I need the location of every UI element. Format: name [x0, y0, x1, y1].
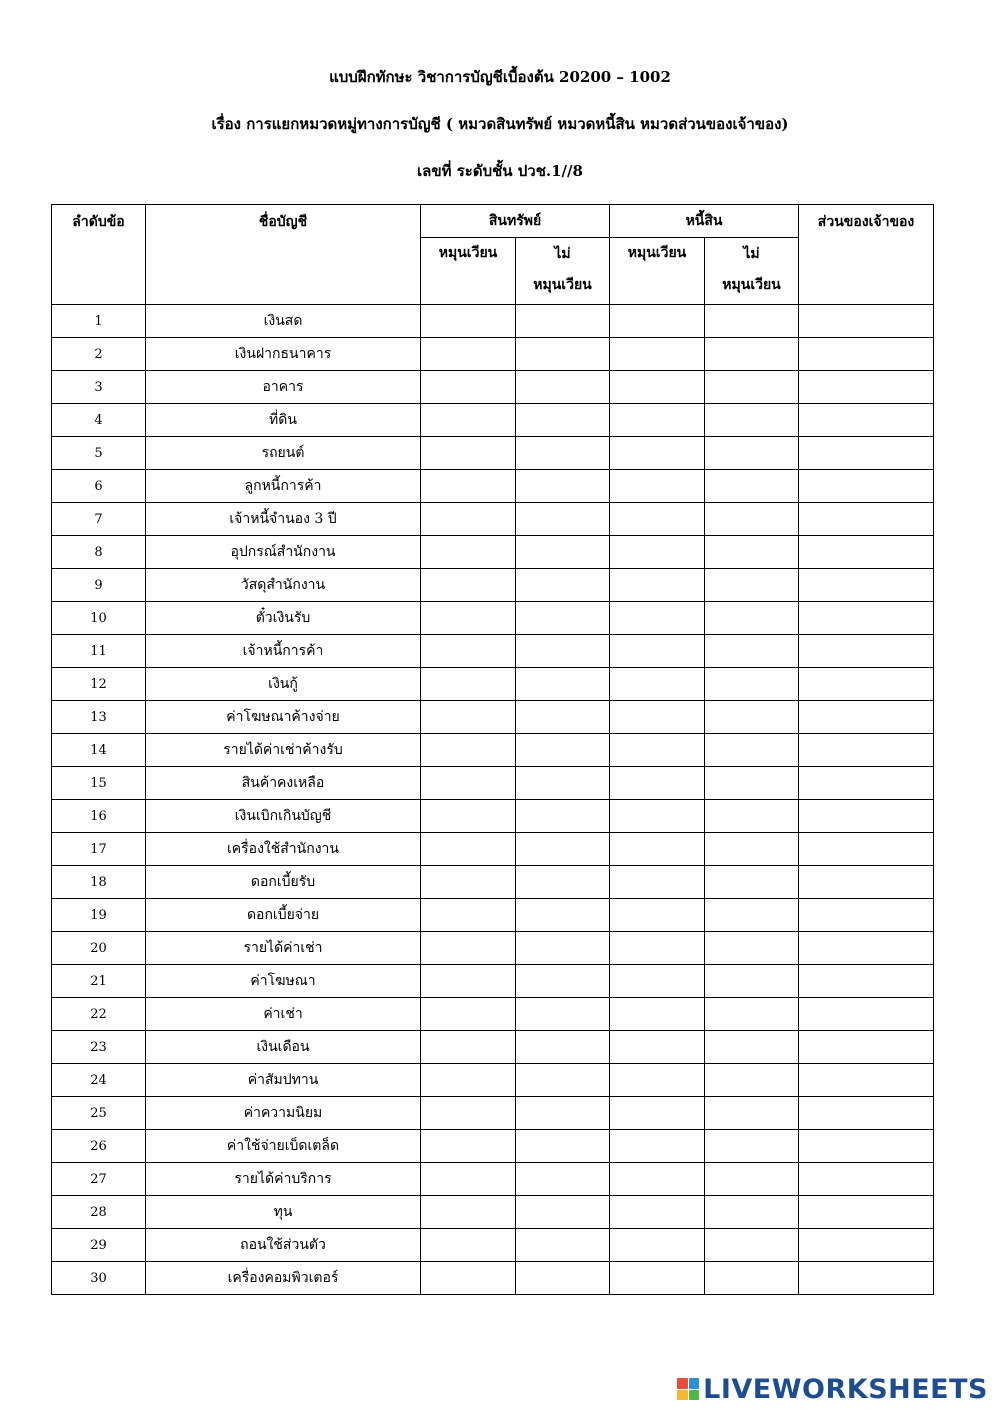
account-name: ดอกเบี้ยจ่าย	[146, 899, 421, 932]
liabilities-noncurrent-cell[interactable]	[705, 767, 799, 800]
assets-current-cell[interactable]	[421, 668, 516, 701]
header-liabilities-noncurrent: ไม่ หมุนเวียน	[705, 238, 799, 305]
item-number: 25	[52, 1097, 146, 1130]
assets-current-cell[interactable]	[421, 1163, 516, 1196]
liabilities-noncurrent-cell[interactable]	[705, 602, 799, 635]
assets-current-cell[interactable]	[421, 932, 516, 965]
owners-equity-cell[interactable]	[799, 932, 934, 965]
account-name: รถยนต์	[146, 437, 421, 470]
account-name: เงินเดือน	[146, 1031, 421, 1064]
assets-noncurrent-cell[interactable]	[516, 701, 610, 734]
table-row	[52, 470, 934, 503]
account-name: เครื่องคอมพิวเตอร์	[146, 1262, 421, 1295]
liabilities-current-cell[interactable]	[610, 932, 705, 965]
table-row	[52, 1163, 934, 1196]
table-row	[52, 602, 934, 635]
liabilities-current-cell[interactable]	[610, 734, 705, 767]
liabilities-current-cell[interactable]	[610, 371, 705, 404]
liabilities-noncurrent-cell[interactable]	[705, 800, 799, 833]
assets-noncurrent-cell[interactable]	[516, 932, 610, 965]
assets-noncurrent-cell[interactable]	[516, 998, 610, 1031]
account-name: เจ้าหนี้การค้า	[146, 635, 421, 668]
item-number: 11	[52, 635, 146, 668]
liabilities-current-cell[interactable]	[610, 767, 705, 800]
account-name: เงินสด	[146, 305, 421, 338]
account-name: ค่าเช่า	[146, 998, 421, 1031]
owners-equity-cell[interactable]	[799, 1130, 934, 1163]
account-name: รายได้ค่าเช่าค้างรับ	[146, 734, 421, 767]
account-name: เจ้าหนี้จำนอง 3 ปี	[146, 503, 421, 536]
liabilities-current-cell[interactable]	[610, 1097, 705, 1130]
liabilities-noncurrent-cell[interactable]	[705, 1262, 799, 1295]
account-name: อาคาร	[146, 371, 421, 404]
account-name: ค่าความนิยม	[146, 1097, 421, 1130]
liabilities-current-cell[interactable]	[610, 602, 705, 635]
assets-current-cell[interactable]	[421, 866, 516, 899]
assets-noncurrent-cell[interactable]	[516, 800, 610, 833]
account-name: อุปกรณ์สำนักงาน	[146, 536, 421, 569]
owners-equity-cell[interactable]	[799, 701, 934, 734]
item-number: 7	[52, 503, 146, 536]
owners-equity-cell[interactable]	[799, 338, 934, 371]
liabilities-noncurrent-cell[interactable]	[705, 1163, 799, 1196]
item-number: 3	[52, 371, 146, 404]
assets-noncurrent-cell[interactable]	[516, 569, 610, 602]
owners-equity-cell[interactable]	[799, 1196, 934, 1229]
liabilities-noncurrent-cell[interactable]	[705, 899, 799, 932]
liabilities-current-cell[interactable]	[610, 1163, 705, 1196]
worksheet-topic: เรื่อง การแยกหมวดหมู่ทางการบัญชี ( หมวดสินทรัพย์ หมวดหนี้สิน หมวดส่วนของเจ้าของ)	[211, 115, 789, 133]
liabilities-current-cell[interactable]	[610, 701, 705, 734]
liabilities-noncurrent-cell[interactable]	[705, 668, 799, 701]
assets-current-cell[interactable]	[421, 965, 516, 998]
assets-current-cell[interactable]	[421, 1196, 516, 1229]
worksheet-title: แบบฝึกทักษะ วิชาการบัญชีเบื้องต้น 20200 – 1002	[329, 68, 671, 86]
table-row	[52, 404, 934, 437]
account-name: ตั๋วเงินรับ	[146, 602, 421, 635]
liabilities-noncurrent-cell[interactable]	[705, 503, 799, 536]
liabilities-noncurrent-cell[interactable]	[705, 965, 799, 998]
assets-noncurrent-cell[interactable]	[516, 602, 610, 635]
liabilities-current-cell[interactable]	[610, 998, 705, 1031]
table-row	[52, 1262, 934, 1295]
table-row	[52, 767, 934, 800]
liabilities-current-cell[interactable]	[610, 899, 705, 932]
table-row	[52, 635, 934, 668]
assets-noncurrent-cell[interactable]	[516, 635, 610, 668]
liabilities-current-cell[interactable]	[610, 569, 705, 602]
assets-current-cell[interactable]	[421, 1031, 516, 1064]
liabilities-noncurrent-cell[interactable]	[705, 1130, 799, 1163]
owners-equity-cell[interactable]	[799, 305, 934, 338]
owners-equity-cell[interactable]	[799, 371, 934, 404]
liabilities-noncurrent-cell[interactable]	[705, 305, 799, 338]
account-name: เงินกู้	[146, 668, 421, 701]
liabilities-noncurrent-cell[interactable]	[705, 833, 799, 866]
liabilities-noncurrent-cell[interactable]	[705, 1229, 799, 1262]
assets-current-cell[interactable]	[421, 503, 516, 536]
assets-noncurrent-cell[interactable]	[516, 338, 610, 371]
assets-current-cell[interactable]	[421, 734, 516, 767]
assets-noncurrent-cell[interactable]	[516, 371, 610, 404]
assets-noncurrent-cell[interactable]	[516, 305, 610, 338]
owners-equity-cell[interactable]	[799, 800, 934, 833]
item-number: 8	[52, 536, 146, 569]
assets-noncurrent-cell[interactable]	[516, 833, 610, 866]
liabilities-current-cell[interactable]	[610, 800, 705, 833]
item-number: 9	[52, 569, 146, 602]
account-name: เงินฝากธนาคาร	[146, 338, 421, 371]
item-number: 24	[52, 1064, 146, 1097]
header-account-name: ชื่อบัญชี	[146, 205, 421, 305]
account-name: ถอนใช้ส่วนตัว	[146, 1229, 421, 1262]
account-name: ที่ดิน	[146, 404, 421, 437]
account-name: ดอกเบี้ยรับ	[146, 866, 421, 899]
item-number: 20	[52, 932, 146, 965]
owners-equity-cell[interactable]	[799, 503, 934, 536]
owners-equity-cell[interactable]	[799, 833, 934, 866]
header-owners-equity: ส่วนของเจ้าของ	[799, 205, 934, 305]
owners-equity-cell[interactable]	[799, 536, 934, 569]
owners-equity-cell[interactable]	[799, 1031, 934, 1064]
assets-noncurrent-cell[interactable]	[516, 1031, 610, 1064]
liabilities-current-cell[interactable]	[610, 1229, 705, 1262]
liabilities-current-cell[interactable]	[610, 1196, 705, 1229]
account-name: รายได้ค่าบริการ	[146, 1163, 421, 1196]
owners-equity-cell[interactable]	[799, 437, 934, 470]
assets-current-cell[interactable]	[421, 338, 516, 371]
assets-noncurrent-cell[interactable]	[516, 866, 610, 899]
account-classification-table	[51, 204, 934, 1295]
assets-noncurrent-cell[interactable]	[516, 437, 610, 470]
assets-current-cell[interactable]	[421, 635, 516, 668]
account-name: ทุน	[146, 1196, 421, 1229]
liabilities-noncurrent-cell[interactable]	[705, 866, 799, 899]
account-name: ค่าใช้จ่ายเบ็ดเตล็ด	[146, 1130, 421, 1163]
table-row	[52, 932, 934, 965]
item-number: 10	[52, 602, 146, 635]
liabilities-noncurrent-cell[interactable]	[705, 1064, 799, 1097]
item-number: 26	[52, 1130, 146, 1163]
owners-equity-cell[interactable]	[799, 668, 934, 701]
table-row	[52, 1097, 934, 1130]
item-number: 29	[52, 1229, 146, 1262]
item-number: 19	[52, 899, 146, 932]
table-row	[52, 1031, 934, 1064]
owners-equity-cell[interactable]	[799, 1229, 934, 1262]
liabilities-noncurrent-cell[interactable]	[705, 701, 799, 734]
assets-current-cell[interactable]	[421, 1229, 516, 1262]
table-row	[52, 833, 934, 866]
owners-equity-cell[interactable]	[799, 1262, 934, 1295]
item-number: 4	[52, 404, 146, 437]
assets-noncurrent-cell[interactable]	[516, 1262, 610, 1295]
liabilities-noncurrent-cell[interactable]	[705, 470, 799, 503]
assets-noncurrent-cell[interactable]	[516, 734, 610, 767]
assets-current-cell[interactable]	[421, 767, 516, 800]
account-name: ลูกหนี้การค้า	[146, 470, 421, 503]
liabilities-current-cell[interactable]	[610, 338, 705, 371]
item-number: 1	[52, 305, 146, 338]
assets-current-cell[interactable]	[421, 437, 516, 470]
table-row	[52, 503, 934, 536]
owners-equity-cell[interactable]	[799, 965, 934, 998]
liabilities-noncurrent-cell[interactable]	[705, 1196, 799, 1229]
assets-current-cell[interactable]	[421, 404, 516, 437]
assets-current-cell[interactable]	[421, 305, 516, 338]
item-number: 15	[52, 767, 146, 800]
liabilities-current-cell[interactable]	[610, 1064, 705, 1097]
assets-noncurrent-cell[interactable]	[516, 767, 610, 800]
assets-noncurrent-cell[interactable]	[516, 899, 610, 932]
liabilities-noncurrent-cell[interactable]	[705, 437, 799, 470]
item-number: 2	[52, 338, 146, 371]
owners-equity-cell[interactable]	[799, 899, 934, 932]
item-number: 22	[52, 998, 146, 1031]
owners-equity-cell[interactable]	[799, 767, 934, 800]
owners-equity-cell[interactable]	[799, 569, 934, 602]
assets-current-cell[interactable]	[421, 1097, 516, 1130]
account-name: วัสดุสำนักงาน	[146, 569, 421, 602]
liabilities-current-cell[interactable]	[610, 1262, 705, 1295]
assets-noncurrent-cell[interactable]	[516, 1097, 610, 1130]
table-row	[52, 734, 934, 767]
student-info-line: เลขที่ ระดับชั้น ปวช.1//8	[417, 162, 583, 180]
header-liabilities-current: หมุนเวียน	[610, 238, 705, 305]
item-number: 12	[52, 668, 146, 701]
table-row	[52, 536, 934, 569]
liabilities-current-cell[interactable]	[610, 965, 705, 998]
owners-equity-cell[interactable]	[799, 1163, 934, 1196]
assets-noncurrent-cell[interactable]	[516, 1229, 610, 1262]
liabilities-noncurrent-cell[interactable]	[705, 1031, 799, 1064]
liabilities-noncurrent-cell[interactable]	[705, 338, 799, 371]
table-row	[52, 305, 934, 338]
liabilities-current-cell[interactable]	[610, 1130, 705, 1163]
owners-equity-cell[interactable]	[799, 866, 934, 899]
item-number: 14	[52, 734, 146, 767]
liabilities-current-cell[interactable]	[610, 833, 705, 866]
assets-noncurrent-cell[interactable]	[516, 668, 610, 701]
liabilities-current-cell[interactable]	[610, 437, 705, 470]
liabilities-current-cell[interactable]	[610, 305, 705, 338]
assets-current-cell[interactable]	[421, 899, 516, 932]
account-name: เงินเบิกเกินบัญชี	[146, 800, 421, 833]
assets-current-cell[interactable]	[421, 701, 516, 734]
liabilities-noncurrent-cell[interactable]	[705, 635, 799, 668]
account-name: สินค้าคงเหลือ	[146, 767, 421, 800]
owners-equity-cell[interactable]	[799, 602, 934, 635]
table-row	[52, 1064, 934, 1097]
liabilities-noncurrent-cell[interactable]	[705, 404, 799, 437]
owners-equity-cell[interactable]	[799, 1064, 934, 1097]
table-row	[52, 437, 934, 470]
liabilities-current-cell[interactable]	[610, 503, 705, 536]
liabilities-noncurrent-cell[interactable]	[705, 569, 799, 602]
table-row	[52, 338, 934, 371]
assets-current-cell[interactable]	[421, 800, 516, 833]
header-liabilities: หนี้สิน	[610, 205, 799, 238]
assets-noncurrent-cell[interactable]	[516, 1163, 610, 1196]
table-row	[52, 998, 934, 1031]
liabilities-noncurrent-cell[interactable]	[705, 734, 799, 767]
assets-noncurrent-cell[interactable]	[516, 1064, 610, 1097]
item-number: 21	[52, 965, 146, 998]
owners-equity-cell[interactable]	[799, 404, 934, 437]
account-name: ค่าโฆษณาค้างจ่าย	[146, 701, 421, 734]
owners-equity-cell[interactable]	[799, 470, 934, 503]
item-number: 17	[52, 833, 146, 866]
owners-equity-cell[interactable]	[799, 635, 934, 668]
owners-equity-cell[interactable]	[799, 1097, 934, 1130]
assets-noncurrent-cell[interactable]	[516, 1130, 610, 1163]
table-row	[52, 866, 934, 899]
brand-name: LIVEWORKSHEETS	[703, 1373, 988, 1405]
item-number: 23	[52, 1031, 146, 1064]
item-number: 13	[52, 701, 146, 734]
table-row	[52, 1130, 934, 1163]
item-number: 5	[52, 437, 146, 470]
owners-equity-cell[interactable]	[799, 734, 934, 767]
item-number: 18	[52, 866, 146, 899]
liabilities-noncurrent-cell[interactable]	[705, 932, 799, 965]
liveworksheets-brand	[677, 1374, 988, 1404]
table-row	[52, 668, 934, 701]
assets-noncurrent-cell[interactable]	[516, 1196, 610, 1229]
item-number: 16	[52, 800, 146, 833]
liabilities-current-cell[interactable]	[610, 866, 705, 899]
liabilities-current-cell[interactable]	[610, 635, 705, 668]
account-name: ค่าโฆษณา	[146, 965, 421, 998]
assets-current-cell[interactable]	[421, 1130, 516, 1163]
account-name: เครื่องใช้สำนักงาน	[146, 833, 421, 866]
account-name: ค่าสัมปทาน	[146, 1064, 421, 1097]
table-row	[52, 1196, 934, 1229]
header-assets: สินทรัพย์	[421, 205, 610, 238]
table-row	[52, 701, 934, 734]
header-assets-current: หมุนเวียน	[421, 238, 516, 305]
liabilities-current-cell[interactable]	[610, 470, 705, 503]
item-number: 27	[52, 1163, 146, 1196]
table-row	[52, 965, 934, 998]
assets-noncurrent-cell[interactable]	[516, 503, 610, 536]
table-row	[52, 1229, 934, 1262]
table-row	[52, 371, 934, 404]
table-row	[52, 800, 934, 833]
item-number: 30	[52, 1262, 146, 1295]
liabilities-current-cell[interactable]	[610, 1031, 705, 1064]
liabilities-noncurrent-cell[interactable]	[705, 536, 799, 569]
assets-noncurrent-cell[interactable]	[516, 536, 610, 569]
account-name: รายได้ค่าเช่า	[146, 932, 421, 965]
liabilities-current-cell[interactable]	[610, 404, 705, 437]
header-item-number: ลำดับข้อ	[52, 205, 146, 305]
assets-current-cell[interactable]	[421, 536, 516, 569]
assets-current-cell[interactable]	[421, 833, 516, 866]
table-row	[52, 899, 934, 932]
liabilities-noncurrent-cell[interactable]	[705, 371, 799, 404]
assets-noncurrent-cell[interactable]	[516, 965, 610, 998]
assets-noncurrent-cell[interactable]	[516, 404, 610, 437]
liabilities-noncurrent-cell[interactable]	[705, 1097, 799, 1130]
assets-current-cell[interactable]	[421, 371, 516, 404]
liabilities-noncurrent-cell[interactable]	[705, 998, 799, 1031]
item-number: 28	[52, 1196, 146, 1229]
item-number: 6	[52, 470, 146, 503]
header-assets-noncurrent: ไม่ หมุนเวียน	[516, 238, 610, 305]
assets-current-cell[interactable]	[421, 569, 516, 602]
assets-current-cell[interactable]	[421, 1064, 516, 1097]
table-row	[52, 569, 934, 602]
liveworksheets-logo-icon	[677, 1378, 699, 1400]
assets-noncurrent-cell[interactable]	[516, 470, 610, 503]
assets-current-cell[interactable]	[421, 1262, 516, 1295]
assets-current-cell[interactable]	[421, 470, 516, 503]
assets-current-cell[interactable]	[421, 998, 516, 1031]
assets-current-cell[interactable]	[421, 602, 516, 635]
liabilities-current-cell[interactable]	[610, 536, 705, 569]
owners-equity-cell[interactable]	[799, 998, 934, 1031]
liabilities-current-cell[interactable]	[610, 668, 705, 701]
